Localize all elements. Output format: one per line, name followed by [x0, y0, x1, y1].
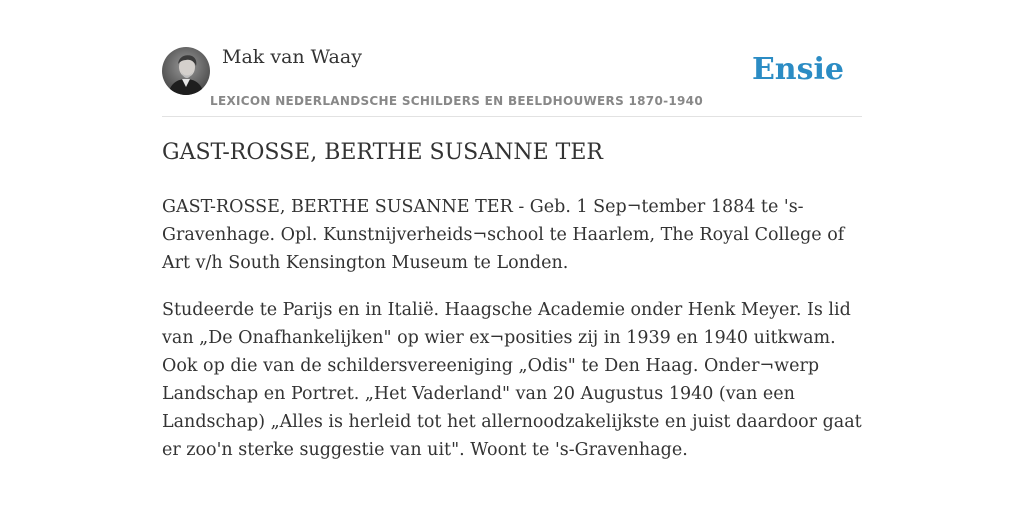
ensie-logo-link[interactable]: Ensie	[751, 52, 844, 87]
author-name[interactable]: Mak van Waay	[222, 46, 362, 68]
article-title: GAST-ROSSE, BERTHE SUSANNE TER	[162, 140, 603, 165]
article-paragraph: Studeerde te Parijs en in Italië. Haagsche Academie onder Henk Meyer. Is lid van „De Onafhankelijken" op wier ex¬posities zij in 1939 en 1940 uitkwam. Ook op die van de schildersvereeniging „Odis" te Den Haag. Onder¬werp Landschap en Portret. „Het Vaderland" van 20 Augustus 1940 (van een Landschap) „Alles is herleid tot het allernoodzakelijkste en juist daardoor gaat er zoo'n sterke suggestie van uit". Woont te 's-Gravenhage.	[162, 300, 862, 460]
article-body	[162, 193, 862, 483]
lexicon-subtitle[interactable]: LEXICON NEDERLANDSCHE SCHILDERS EN BEELDHOUWERS 1870-1940	[210, 94, 703, 108]
author-avatar[interactable]	[162, 47, 210, 95]
portrait-photo-icon	[162, 47, 210, 95]
article-paragraph: GAST-ROSSE, BERTHE SUSANNE TER - Geb. 1 Sep¬tember 1884 te 's-Gravenhage. Opl. Kunstnijverheids¬school te Haarlem, The Royal College of Art v/h South Kensington Museum te Londen.	[162, 197, 845, 273]
header	[162, 46, 862, 117]
